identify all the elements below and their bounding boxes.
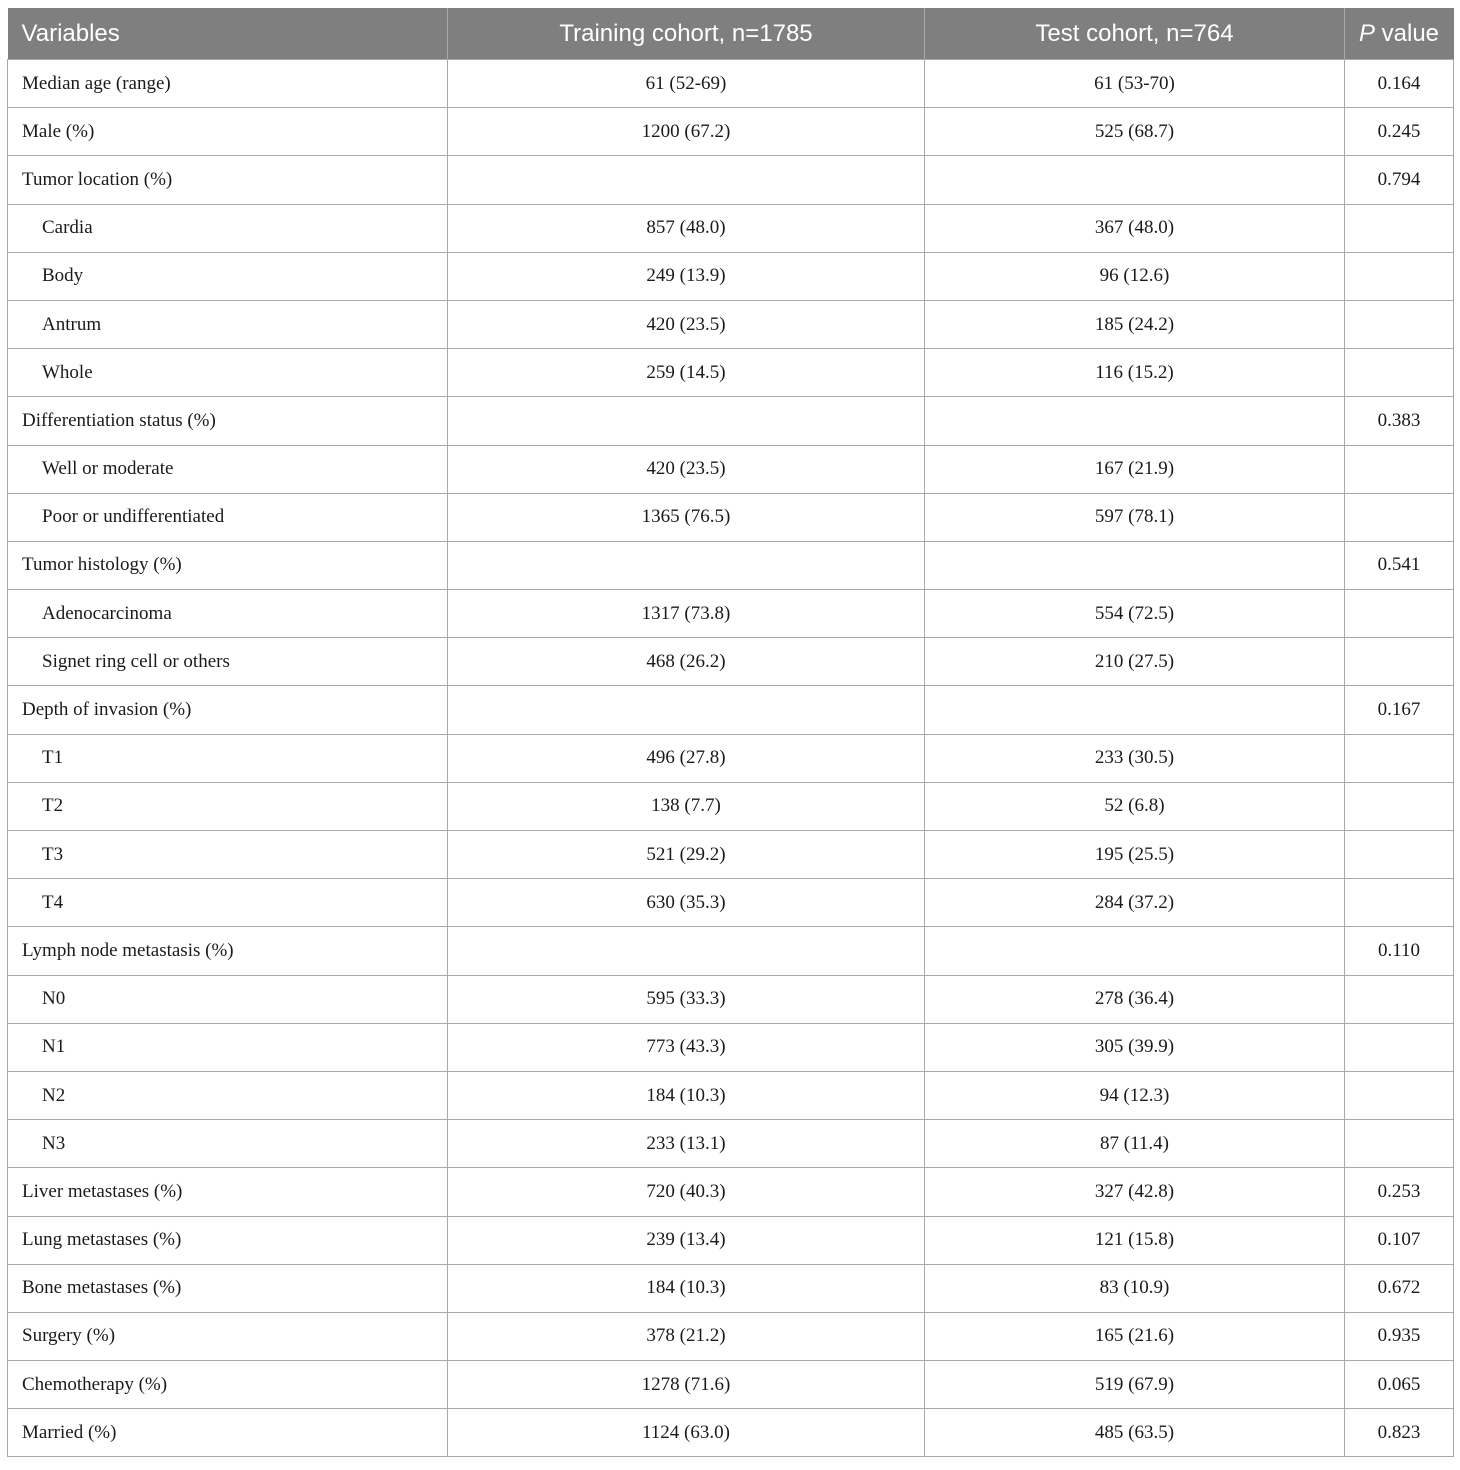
cell-variable: Whole <box>8 349 448 397</box>
cell-p-value <box>1345 590 1454 638</box>
cell-test-cohort <box>925 541 1345 589</box>
cell-variable: N2 <box>8 1071 448 1119</box>
cell-p-value <box>1345 1071 1454 1119</box>
cell-variable: N1 <box>8 1023 448 1071</box>
cell-p-value <box>1345 204 1454 252</box>
table-row <box>8 108 1454 156</box>
cell-training-cohort <box>448 541 925 589</box>
cell-test-cohort: 597 (78.1) <box>925 493 1345 541</box>
cell-p-value <box>1345 445 1454 493</box>
cell-p-value <box>1345 975 1454 1023</box>
cell-test-cohort <box>925 397 1345 445</box>
header-row <box>8 8 1454 60</box>
cell-variable: Chemotherapy (%) <box>8 1361 448 1409</box>
header-variables: Variables <box>8 8 448 60</box>
table-row <box>8 1168 1454 1216</box>
cell-p-value: 0.110 <box>1345 927 1454 975</box>
cell-p-value <box>1345 638 1454 686</box>
table-row <box>8 204 1454 252</box>
table-row <box>8 156 1454 204</box>
cell-variable: Lung metastases (%) <box>8 1216 448 1264</box>
cell-p-value: 0.164 <box>1345 60 1454 108</box>
cell-training-cohort: 773 (43.3) <box>448 1023 925 1071</box>
cell-variable: T1 <box>8 734 448 782</box>
cell-variable: Signet ring cell or others <box>8 638 448 686</box>
table-row <box>8 349 1454 397</box>
cell-training-cohort: 259 (14.5) <box>448 349 925 397</box>
table-container <box>7 8 1453 1457</box>
cell-p-value: 0.253 <box>1345 1168 1454 1216</box>
table-header <box>8 8 1454 60</box>
cell-test-cohort: 185 (24.2) <box>925 300 1345 348</box>
cell-training-cohort <box>448 156 925 204</box>
cell-training-cohort: 420 (23.5) <box>448 300 925 348</box>
cell-test-cohort: 195 (25.5) <box>925 831 1345 879</box>
header-p-rest: value <box>1374 19 1440 47</box>
table-row <box>8 60 1454 108</box>
cell-variable: Tumor location (%) <box>8 156 448 204</box>
cell-test-cohort <box>925 686 1345 734</box>
cell-training-cohort: 184 (10.3) <box>448 1264 925 1312</box>
cell-p-value <box>1345 300 1454 348</box>
table-row <box>8 927 1454 975</box>
table-row <box>8 734 1454 782</box>
cell-p-value <box>1345 734 1454 782</box>
cell-test-cohort: 121 (15.8) <box>925 1216 1345 1264</box>
cell-training-cohort: 521 (29.2) <box>448 831 925 879</box>
cell-p-value: 0.935 <box>1345 1312 1454 1360</box>
cell-p-value: 0.794 <box>1345 156 1454 204</box>
cell-test-cohort: 87 (11.4) <box>925 1120 1345 1168</box>
cell-test-cohort: 116 (15.2) <box>925 349 1345 397</box>
cell-test-cohort <box>925 156 1345 204</box>
cell-p-value <box>1345 349 1454 397</box>
cell-test-cohort: 305 (39.9) <box>925 1023 1345 1071</box>
table-row <box>8 1264 1454 1312</box>
cell-variable: N3 <box>8 1120 448 1168</box>
table-row <box>8 1216 1454 1264</box>
cell-training-cohort: 1365 (76.5) <box>448 493 925 541</box>
cell-variable: Male (%) <box>8 108 448 156</box>
table-row <box>8 1409 1454 1457</box>
cell-training-cohort: 496 (27.8) <box>448 734 925 782</box>
cell-p-value: 0.383 <box>1345 397 1454 445</box>
table-row <box>8 831 1454 879</box>
cell-variable: Depth of invasion (%) <box>8 686 448 734</box>
cell-test-cohort: 165 (21.6) <box>925 1312 1345 1360</box>
cell-training-cohort: 61 (52-69) <box>448 60 925 108</box>
cell-training-cohort: 378 (21.2) <box>448 1312 925 1360</box>
cell-test-cohort <box>925 927 1345 975</box>
cell-p-value <box>1345 1023 1454 1071</box>
cell-training-cohort: 184 (10.3) <box>448 1071 925 1119</box>
cell-training-cohort: 595 (33.3) <box>448 975 925 1023</box>
table-row <box>8 252 1454 300</box>
cell-training-cohort <box>448 686 925 734</box>
cell-training-cohort: 138 (7.7) <box>448 782 925 830</box>
cell-test-cohort: 525 (68.7) <box>925 108 1345 156</box>
cell-test-cohort: 519 (67.9) <box>925 1361 1345 1409</box>
cell-variable: T4 <box>8 879 448 927</box>
cell-variable: T2 <box>8 782 448 830</box>
table-row <box>8 686 1454 734</box>
cell-test-cohort: 94 (12.3) <box>925 1071 1345 1119</box>
cell-p-value <box>1345 1120 1454 1168</box>
cell-variable: Married (%) <box>8 1409 448 1457</box>
cell-variable: Body <box>8 252 448 300</box>
cell-training-cohort: 1278 (71.6) <box>448 1361 925 1409</box>
header-test-cohort: Test cohort, n=764 <box>925 8 1345 60</box>
table-row <box>8 300 1454 348</box>
cell-variable: Cardia <box>8 204 448 252</box>
table-body <box>8 60 1454 1457</box>
table-row <box>8 782 1454 830</box>
cell-training-cohort: 233 (13.1) <box>448 1120 925 1168</box>
table-row <box>8 1023 1454 1071</box>
cell-training-cohort <box>448 927 925 975</box>
cell-test-cohort: 485 (63.5) <box>925 1409 1345 1457</box>
cell-variable: Tumor histology (%) <box>8 541 448 589</box>
cell-training-cohort: 1124 (63.0) <box>448 1409 925 1457</box>
cell-training-cohort: 249 (13.9) <box>448 252 925 300</box>
cell-p-value <box>1345 252 1454 300</box>
cell-variable: N0 <box>8 975 448 1023</box>
table-row <box>8 1361 1454 1409</box>
cell-p-value: 0.107 <box>1345 1216 1454 1264</box>
cell-training-cohort: 420 (23.5) <box>448 445 925 493</box>
cell-test-cohort: 83 (10.9) <box>925 1264 1345 1312</box>
cell-test-cohort: 233 (30.5) <box>925 734 1345 782</box>
cell-p-value: 0.245 <box>1345 108 1454 156</box>
table-row <box>8 541 1454 589</box>
cell-p-value: 0.167 <box>1345 686 1454 734</box>
cell-p-value <box>1345 493 1454 541</box>
cell-test-cohort: 284 (37.2) <box>925 879 1345 927</box>
table-row <box>8 1120 1454 1168</box>
cell-variable: T3 <box>8 831 448 879</box>
cell-variable: Well or moderate <box>8 445 448 493</box>
cell-test-cohort: 96 (12.6) <box>925 252 1345 300</box>
table-row <box>8 493 1454 541</box>
cell-p-value <box>1345 831 1454 879</box>
table-row <box>8 879 1454 927</box>
table-row <box>8 1312 1454 1360</box>
cell-p-value: 0.065 <box>1345 1361 1454 1409</box>
header-p-italic: P <box>1358 19 1375 47</box>
cell-training-cohort <box>448 397 925 445</box>
cell-training-cohort: 857 (48.0) <box>448 204 925 252</box>
cell-test-cohort: 367 (48.0) <box>925 204 1345 252</box>
header-training-cohort: Training cohort, n=1785 <box>448 8 925 60</box>
table-row <box>8 1071 1454 1119</box>
cell-variable: Liver metastases (%) <box>8 1168 448 1216</box>
cell-p-value: 0.672 <box>1345 1264 1454 1312</box>
cell-training-cohort: 1317 (73.8) <box>448 590 925 638</box>
cell-variable: Lymph node metastasis (%) <box>8 927 448 975</box>
cell-variable: Differentiation status (%) <box>8 397 448 445</box>
cell-p-value <box>1345 879 1454 927</box>
cell-variable: Median age (range) <box>8 60 448 108</box>
cohort-characteristics-table <box>7 8 1454 1457</box>
cell-p-value <box>1345 782 1454 830</box>
cell-variable: Adenocarcinoma <box>8 590 448 638</box>
cell-test-cohort: 278 (36.4) <box>925 975 1345 1023</box>
cell-test-cohort: 52 (6.8) <box>925 782 1345 830</box>
table-row <box>8 397 1454 445</box>
cell-variable: Bone metastases (%) <box>8 1264 448 1312</box>
cell-variable: Surgery (%) <box>8 1312 448 1360</box>
table-row <box>8 638 1454 686</box>
cell-p-value: 0.823 <box>1345 1409 1454 1457</box>
cell-p-value: 0.541 <box>1345 541 1454 589</box>
cell-test-cohort: 327 (42.8) <box>925 1168 1345 1216</box>
table-row <box>8 975 1454 1023</box>
cell-training-cohort: 239 (13.4) <box>448 1216 925 1264</box>
cell-training-cohort: 720 (40.3) <box>448 1168 925 1216</box>
cell-training-cohort: 468 (26.2) <box>448 638 925 686</box>
table-row <box>8 590 1454 638</box>
cell-test-cohort: 167 (21.9) <box>925 445 1345 493</box>
table-row <box>8 445 1454 493</box>
cell-training-cohort: 630 (35.3) <box>448 879 925 927</box>
header-p-value <box>1345 8 1454 60</box>
cell-test-cohort: 210 (27.5) <box>925 638 1345 686</box>
cell-variable: Poor or undifferentiated <box>8 493 448 541</box>
cell-test-cohort: 61 (53-70) <box>925 60 1345 108</box>
cell-test-cohort: 554 (72.5) <box>925 590 1345 638</box>
cell-variable: Antrum <box>8 300 448 348</box>
cell-training-cohort: 1200 (67.2) <box>448 108 925 156</box>
